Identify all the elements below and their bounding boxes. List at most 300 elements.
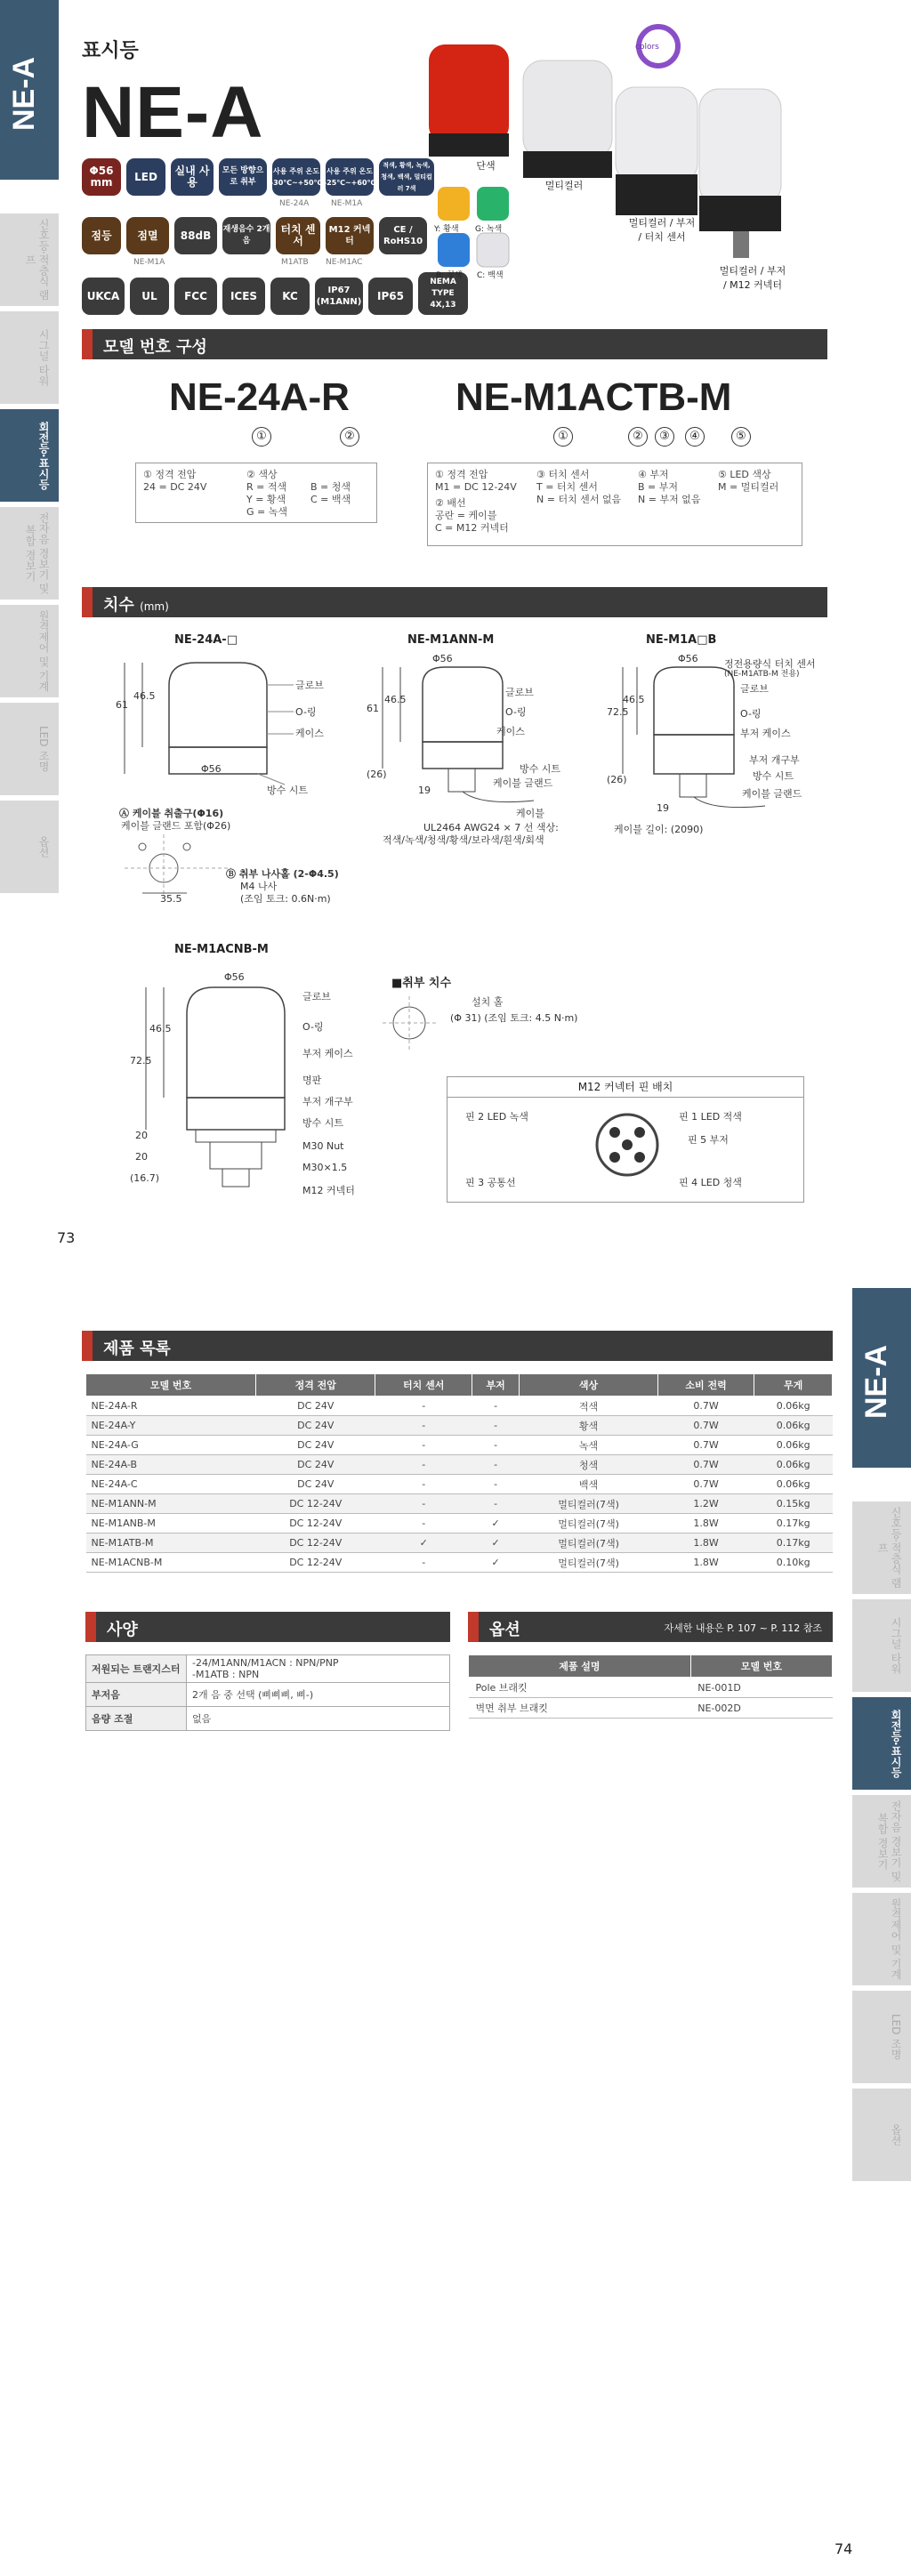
table-cell: 0.7W [657, 1475, 754, 1494]
table-row [469, 1678, 833, 1698]
side-tab-rotating[interactable] [852, 1695, 911, 1790]
table-cell: 황색 [520, 1416, 658, 1436]
dim-label: UL2464 AWG24 × 7 선 색상: [423, 822, 559, 833]
option-header: 제품 설명 [469, 1655, 691, 1678]
option-cell: 벽면 취부 브래킷 [469, 1698, 691, 1719]
mount-label: 설치 홀 [472, 996, 504, 1008]
caption-single: 단색 [476, 160, 496, 172]
legend-text: ① 정격 전압 [435, 469, 488, 480]
badge-sub: NE-24A [279, 199, 310, 208]
option-cell: NE-001D [690, 1678, 832, 1698]
table-cell: 멀티컬러(7색) [520, 1553, 658, 1573]
table-cell: DC 24V [256, 1455, 375, 1475]
dim-label: 글로브 [295, 680, 324, 691]
badge-nema: NEMA TYPE 4X,13 [418, 272, 468, 315]
table-cell: 적색 [520, 1397, 658, 1416]
table-header-cell: 무게 [754, 1374, 833, 1397]
dim-label: 72.5 [607, 706, 629, 718]
table-cell: 1.8W [657, 1514, 754, 1534]
caption-multi: 멀티컬러 [544, 180, 584, 191]
side-tab-label: 신호등·적층식 램프 [876, 1507, 902, 1589]
legend-text: B = 부저 [638, 481, 679, 493]
table-cell: 백색 [520, 1475, 658, 1494]
dim-label: 글로브 [740, 683, 769, 695]
table-row [86, 1475, 833, 1494]
dim-label: 적색/녹색/청색/황색/보라색/흰색/회색 [383, 834, 544, 846]
dim-title: NE-M1ANN-M [407, 633, 495, 647]
product-table [85, 1373, 833, 1573]
table-cell: NE-M1ACNB-M [86, 1553, 256, 1573]
section-title-text: 치수 [103, 596, 134, 615]
table-row [86, 1655, 450, 1683]
spec-header: 저원되는 트랜지스터 [86, 1655, 187, 1683]
table-cell: - [375, 1455, 472, 1475]
table-cell: - [375, 1514, 472, 1534]
badge-temp-b: 사용 주위 온도 -25℃~+60℃ [326, 158, 374, 196]
section-spec [85, 1612, 450, 1642]
legend-text: C = 백색 [310, 494, 351, 505]
table-cell: 1.8W [657, 1553, 754, 1573]
badge-db: 88dB [174, 217, 217, 254]
table-cell: DC 24V [256, 1436, 375, 1455]
side-tab-label: 전자음 경보기 및 복합 경보기 [24, 512, 50, 594]
table-cell: 녹색 [520, 1436, 658, 1455]
table-cell: NE-M1ANB-M [86, 1514, 256, 1534]
section-dimension [82, 587, 827, 617]
dim-label: 케이블 글랜드 [742, 788, 802, 800]
badge-touch: 터치 센서 [276, 217, 320, 254]
lamp-m12-globe [699, 89, 781, 205]
section-title [103, 592, 169, 616]
side-tab-option[interactable] [0, 799, 59, 893]
dim-label: 46.5 [149, 1023, 172, 1034]
dim-label: 부저 개구부 [749, 754, 800, 766]
dim-label: 19 [418, 785, 431, 796]
dim-label: 72.5 [130, 1055, 152, 1067]
table-cell: DC 12-24V [256, 1514, 375, 1534]
section-title: 모델 번호 구성 [103, 338, 207, 357]
table-cell: 0.06kg [754, 1436, 833, 1455]
side-tab-led[interactable] [0, 701, 59, 795]
side-tab-led[interactable] [852, 1989, 911, 2083]
table-cell: 0.17kg [754, 1534, 833, 1553]
spec-value: 2개 음 중 선택 (삐삐삐, 삐-) [187, 1683, 450, 1707]
side-tab-signal[interactable] [852, 1500, 911, 1594]
side-tab-label: 회전등·표시등 [37, 421, 50, 490]
table-header-cell: 정격 전압 [256, 1374, 375, 1397]
side-tab-main-label: NE-A [859, 1344, 893, 1419]
table-cell: - [375, 1553, 472, 1573]
side-tab-remote[interactable] [0, 603, 59, 697]
section-option [468, 1612, 833, 1642]
dim-label: Φ56 [224, 971, 245, 983]
table-cell: NE-24A-B [86, 1455, 256, 1475]
side-tab-label: LED 조명 [37, 726, 50, 772]
dim-label: Φ56 [201, 763, 222, 775]
hole-a-label: Ⓐ 케이블 취출구(Φ16) [119, 808, 224, 819]
table-cell: - [472, 1455, 519, 1475]
table-cell: 1.8W [657, 1534, 754, 1553]
legend-text: ⑤ LED 색상 [718, 469, 771, 480]
hole-b-sub: M4 나사 [240, 881, 278, 892]
pin-label: 핀 3 공통선 [465, 1177, 516, 1188]
option-cell: Pole 브래킷 [469, 1678, 691, 1698]
section-list [82, 1331, 833, 1361]
table-cell: 0.7W [657, 1436, 754, 1455]
lamp-multi-globe [523, 60, 612, 158]
dim-label: 61 [116, 699, 128, 711]
dim-label: Φ56 [678, 653, 698, 664]
table-cell: 0.06kg [754, 1475, 833, 1494]
badge-ip65: IP65 [368, 278, 413, 315]
section-title: 제품 목록 [103, 1340, 171, 1358]
badge-ce: CE / RoHS10 [379, 217, 427, 254]
legend-text: R = 적색 [246, 481, 287, 493]
option-cell: NE-002D [690, 1698, 832, 1719]
section-unit: (mm) [140, 600, 169, 613]
dim-title: NE-M1A□B [646, 633, 717, 647]
table-cell: 0.06kg [754, 1455, 833, 1475]
table-row [469, 1698, 833, 1719]
table-cell: - [472, 1397, 519, 1416]
table-cell: 0.7W [657, 1455, 754, 1475]
table-row [86, 1436, 833, 1455]
dim-label: 20 [135, 1130, 148, 1141]
table-cell: 청색 [520, 1455, 658, 1475]
badge-fcc: FCC [174, 278, 217, 315]
table-row [86, 1683, 450, 1707]
side-tab-remote[interactable] [852, 1891, 911, 1985]
lamp-buzzer-globe [616, 87, 697, 183]
legend-text: ③ 터치 센서 [536, 469, 590, 480]
legend-text: T = 터치 센서 [536, 481, 598, 493]
side-tab-label: 신호등·적층식 램프 [24, 219, 50, 301]
dim-label: (16.7) [130, 1172, 160, 1184]
side-tab-main-label: NE-A [7, 56, 41, 131]
spec-value-line: -M1ATB : NPN [192, 1669, 260, 1680]
table-cell: DC 12-24V [256, 1553, 375, 1573]
dim-label: 부저 케이스 [302, 1048, 353, 1059]
lamp-m12-connector [733, 231, 749, 258]
page-number-left: 73 [57, 1229, 76, 1246]
table-cell: NE-24A-R [86, 1397, 256, 1416]
badge-indoor: 실내 사용 [171, 158, 214, 196]
table-cell: NE-M1ATB-M [86, 1534, 256, 1553]
badge-sub: NE-M1AC [326, 258, 363, 267]
table-cell: ✓ [472, 1514, 519, 1534]
mount-label: (Φ 31) (조임 토크: 4.5 N·m) [450, 1012, 578, 1024]
table-cell: NE-24A-C [86, 1475, 256, 1494]
lamp-red-base [429, 133, 509, 157]
table-row [86, 1514, 833, 1534]
table-row [86, 1416, 833, 1436]
badge-size: Φ56 mm [82, 158, 121, 196]
dim-label: 20 [135, 1151, 148, 1163]
table-cell: ✓ [472, 1534, 519, 1553]
badge-mount: 모든 방향으로 취부 [219, 158, 267, 196]
circle-marker: ① [252, 427, 271, 447]
category-label: 표시등 [82, 40, 139, 62]
badge-colors: 적색, 황색, 녹색, 청색, 백색, 멀티컬러 7색 [379, 158, 434, 196]
table-cell: - [472, 1475, 519, 1494]
m12-connector-icon [592, 1109, 663, 1180]
side-tab-label: 시그널 타워 [890, 1617, 902, 1674]
dim-label: 방수 시트 [753, 770, 794, 782]
circle-marker: ⑤ [731, 427, 751, 447]
dim-label: M30 Nut [302, 1140, 344, 1152]
table-cell: DC 24V [256, 1416, 375, 1436]
pin-label: 핀 1 LED 적색 [679, 1111, 742, 1123]
table-cell: 0.06kg [754, 1416, 833, 1436]
page-number-right: 74 [834, 2540, 853, 2557]
table-cell: - [375, 1475, 472, 1494]
pin-label: 핀 4 LED 청색 [679, 1177, 742, 1188]
table-row [469, 1655, 833, 1678]
table-header-cell: 색상 [520, 1374, 658, 1397]
badge-sub: M1ATB [281, 258, 309, 267]
legend-text: M1 = DC 12-24V [435, 481, 517, 493]
dim-label: 46.5 [623, 694, 645, 705]
legend-text: N = 터치 센서 없음 [536, 494, 622, 505]
badge-ukca: UKCA [82, 278, 125, 315]
option-table [468, 1654, 833, 1719]
table-header-cell: 부저 [472, 1374, 519, 1397]
chip-yellow [438, 187, 470, 221]
badge-ip67: IP67 (M1ANN) [315, 278, 363, 315]
dim-label: 케이블 글랜드 [493, 777, 553, 789]
table-cell: 0.17kg [754, 1514, 833, 1534]
table-row [86, 1707, 450, 1731]
dim-label: 46.5 [133, 690, 156, 702]
lamp-red-globe [429, 44, 509, 142]
side-tab-tower[interactable] [0, 310, 59, 404]
model-a-legend [135, 463, 377, 523]
circle-marker: ④ [685, 427, 705, 447]
mount-hole-drawing [383, 996, 436, 1050]
legend-text: ① 정격 전압 [143, 469, 197, 480]
pin-label: 핀 5 부저 [688, 1134, 729, 1146]
table-row [86, 1397, 833, 1416]
dim-label: Φ56 [432, 653, 453, 664]
side-tab-main[interactable] [0, 0, 59, 180]
dim-label: 방수 시트 [520, 763, 561, 775]
dim-label: 19 [657, 802, 669, 814]
table-cell: - [375, 1397, 472, 1416]
dim-label: 명판 [302, 1075, 322, 1086]
model-code-a: NE-24A-R [169, 375, 350, 419]
hole-a-sub: 케이블 글랜드 포함(Φ26) [121, 820, 231, 832]
option-header: 모델 번호 [690, 1655, 832, 1678]
side-tab-label: LED 조명 [890, 2014, 902, 2060]
hole-b-label: Ⓑ 취부 나사홀 (2-Φ4.5) [226, 868, 339, 880]
chip-blue [438, 233, 470, 267]
circle-marker: ③ [655, 427, 674, 447]
dim-label: 케이스 [496, 726, 525, 737]
hole-a-pitch: 35.5 [160, 893, 182, 905]
dim-label: 케이블 [516, 808, 544, 819]
table-cell: ✓ [375, 1534, 472, 1553]
legend-text: B = 청색 [310, 481, 351, 493]
table-cell: DC 12-24V [256, 1494, 375, 1514]
table-row [86, 1455, 833, 1475]
dim-label: 케이스 [295, 728, 324, 739]
side-tab-label: 전자음 경보기 및 복합 경보기 [876, 1800, 902, 1882]
chip-green [477, 187, 509, 221]
table-cell: DC 12-24V [256, 1534, 375, 1553]
badge-kc: KC [270, 278, 310, 315]
spec-table [85, 1654, 450, 1731]
dim-title: NE-24A-□ [174, 633, 238, 647]
table-cell: DC 24V [256, 1475, 375, 1494]
badge-ul: UL [130, 278, 169, 315]
mount-title: ■취부 치수 [391, 977, 452, 990]
product-table-body [86, 1397, 833, 1573]
side-tab-label: 원격제어 및 기계 [37, 610, 50, 692]
table-cell: NE-24A-Y [86, 1416, 256, 1436]
dim-label: (26) [607, 774, 627, 785]
option-ref: 자세한 내용은 P. 107 ~ P. 112 참조 [664, 1622, 822, 1634]
caption-buzzer: 멀티컬러 / 부저 / 터치 센서 [628, 217, 696, 243]
pin-layout-title: M12 커넥터 핀 배치 [447, 1077, 803, 1098]
badge-sub: NE-M1A [133, 258, 165, 267]
dim-label: O-링 [505, 706, 527, 718]
side-tab-rotating[interactable] [0, 407, 59, 502]
badge-steady: 점등 [82, 217, 121, 254]
table-row [86, 1494, 833, 1514]
spec-value: 없음 [187, 1707, 450, 1731]
table-cell: - [375, 1436, 472, 1455]
badge-m12: M12 커넥터 [326, 217, 374, 254]
side-tab-alarm[interactable] [0, 505, 59, 600]
table-cell: ✓ [472, 1553, 519, 1573]
badge-temp-a: 사용 주위 온도 -30℃~+50℃ [272, 158, 320, 196]
legend-text: Y = 황색 [246, 494, 286, 505]
side-tab-label: 옵션 [890, 2124, 902, 2145]
legend-text: ② 색상 [246, 469, 278, 480]
table-cell: 멀티컬러(7색) [520, 1514, 658, 1534]
caption-m12: 멀티컬러 / 부저 / M12 커넥터 [719, 265, 786, 291]
badge-led: LED [126, 158, 165, 196]
side-tab-alarm[interactable] [852, 1793, 911, 1888]
table-cell: 0.15kg [754, 1494, 833, 1514]
dim-label: 부저 케이스 [740, 728, 791, 739]
chip-white [477, 233, 509, 267]
side-tab-label: 시그널 타워 [37, 329, 50, 386]
table-cell: 0.7W [657, 1416, 754, 1436]
chip-label: B: 청색 [436, 271, 463, 280]
table-cell: 0.7W [657, 1397, 754, 1416]
lamp-buzzer-base [616, 174, 697, 215]
section-title: 옵션 [489, 1621, 520, 1639]
table-cell: - [472, 1494, 519, 1514]
side-tab-label: 회전등·표시등 [890, 1709, 902, 1778]
chip-label: G: 녹색 [475, 225, 503, 234]
dim-label: 케이블 길이: (2090) [614, 824, 704, 835]
dim-label: (26) [367, 769, 387, 780]
chip-label: Y: 황색 [434, 225, 459, 234]
table-cell: - [472, 1416, 519, 1436]
table-cell: NE-24A-G [86, 1436, 256, 1455]
spec-value [187, 1655, 450, 1683]
legend-text: G = 녹색 [246, 506, 287, 518]
side-tab-label: 옵션 [37, 836, 50, 857]
table-row [86, 1553, 833, 1573]
table-cell: 1.2W [657, 1494, 754, 1514]
dim-label: (NE-M1ATB-M 전용) [724, 670, 800, 679]
dim-label: 방수 시트 [302, 1117, 344, 1129]
legend-text: 공란 = 케이블 [435, 510, 497, 521]
model-code-b: NE-M1ACTB-M [456, 375, 732, 419]
spec-header: 음량 조절 [86, 1707, 187, 1731]
dim-title: NE-M1ACNB-M [174, 943, 269, 956]
dim-label: O-링 [295, 706, 317, 718]
dim-label: 정전용량식 터치 센서 [724, 658, 816, 670]
dim-label: 61 [367, 703, 379, 714]
side-tab-option[interactable] [852, 2087, 911, 2181]
table-cell: NE-M1ANN-M [86, 1494, 256, 1514]
dim-label: M12 커넥터 [302, 1185, 355, 1196]
pin-layout-box [447, 1076, 804, 1203]
lamp-m12-base [699, 196, 781, 231]
table-cell: 멀티컬러(7색) [520, 1534, 658, 1553]
hole-b-sub: (조임 토크: 0.6N·m) [240, 893, 331, 905]
pin-label: 핀 2 LED 녹색 [465, 1111, 528, 1123]
product-table-header [86, 1374, 833, 1397]
dim-label: 46.5 [384, 694, 407, 705]
side-tab-main-right[interactable] [852, 1288, 911, 1468]
table-cell: - [375, 1416, 472, 1436]
page-title: NE-A [82, 72, 264, 153]
table-cell: 0.06kg [754, 1397, 833, 1416]
chip-label: C: 백색 [477, 271, 504, 280]
model-b-legend [427, 463, 802, 546]
dim-label: O-링 [302, 1021, 324, 1033]
table-header-cell: 터치 센서 [375, 1374, 472, 1397]
section-model [82, 329, 827, 359]
side-tab-tower[interactable] [852, 1598, 911, 1692]
legend-text: N = 부저 없음 [638, 494, 701, 505]
legend-text: ② 배선 [435, 497, 466, 509]
side-tab-signal[interactable] [0, 212, 59, 306]
legend-text: 24 = DC 24V [143, 481, 207, 493]
spec-value-line: -24/M1ANN/M1ACN : NPN/PNP [192, 1657, 339, 1669]
badge-flash: 점멸 [126, 217, 169, 254]
section-title: 사양 [107, 1621, 138, 1639]
badge-ices: ICES [222, 278, 265, 315]
dim-label: 글로브 [505, 687, 534, 698]
badge-sounds: 재생음수 2개 음 [222, 217, 270, 254]
table-header-cell: 모델 번호 [86, 1374, 256, 1397]
table-cell: - [375, 1494, 472, 1514]
dim-label: 글로브 [302, 991, 331, 1002]
spec-header: 부저음 [86, 1683, 187, 1707]
table-cell: 멀티컬러(7색) [520, 1494, 658, 1514]
dim-label: 방수 시트 [267, 785, 309, 796]
table-row [86, 1534, 833, 1553]
legend-text: ④ 부저 [638, 469, 669, 480]
circle-marker: ① [553, 427, 573, 447]
lamp-multi-base [523, 151, 612, 178]
dim-label: 부저 개구부 [302, 1096, 353, 1107]
table-cell: - [472, 1436, 519, 1455]
side-tab-label: 원격제어 및 기계 [890, 1898, 902, 1980]
circle-marker: ② [340, 427, 359, 447]
table-cell: 0.10kg [754, 1553, 833, 1573]
legend-text: M = 멀티컬러 [718, 481, 779, 493]
colors-label: colors [635, 43, 659, 52]
dim-label: O-링 [740, 708, 762, 720]
badge-sub: NE-M1A [331, 199, 363, 208]
